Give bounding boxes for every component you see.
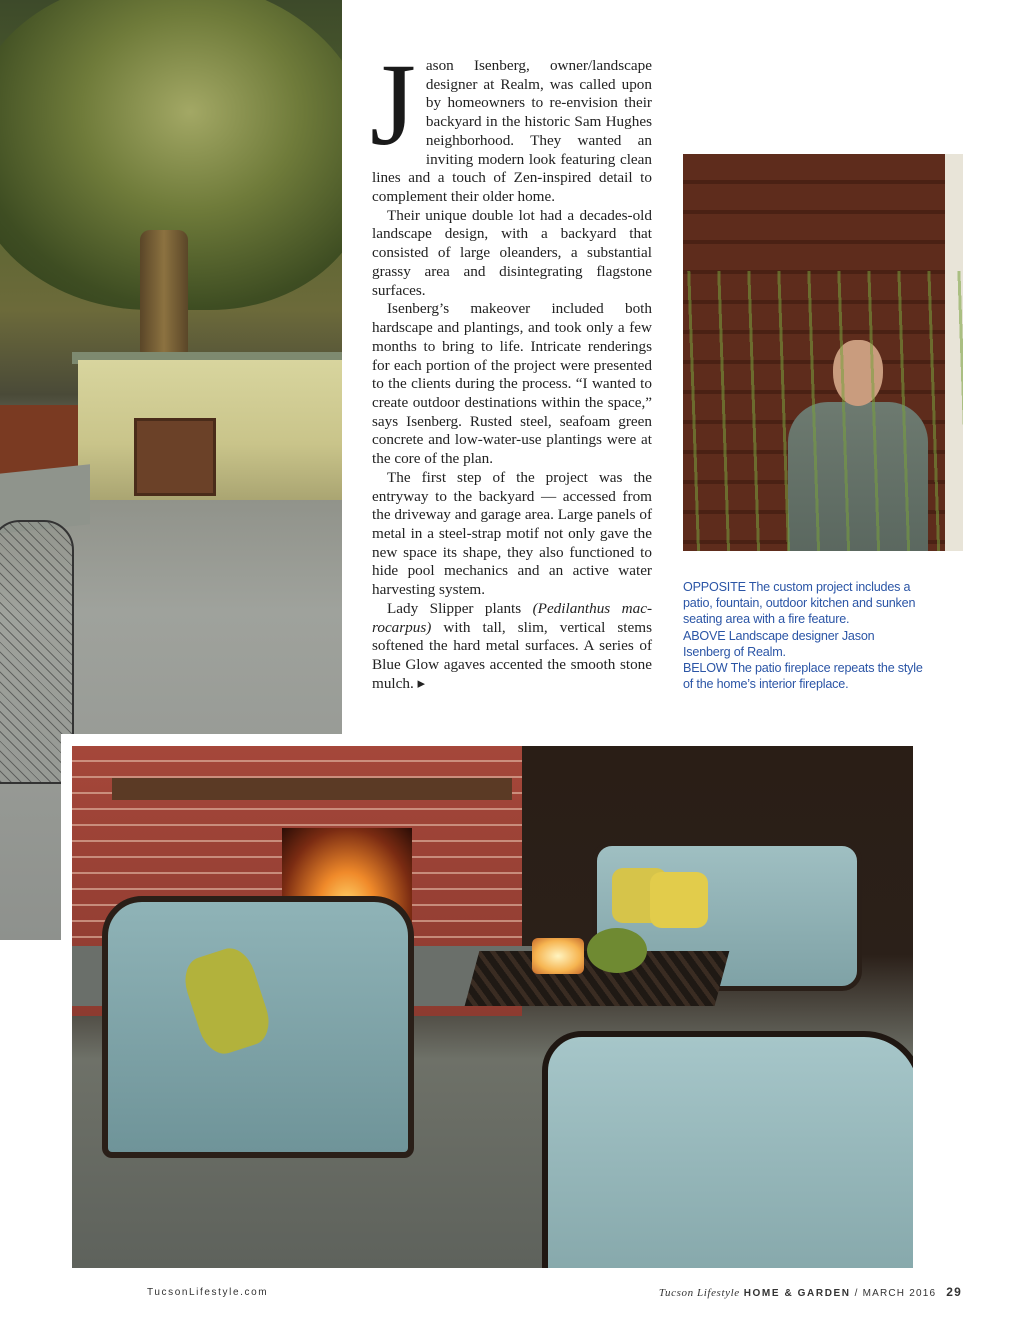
paragraph-text: with tall, slim, vertical stems softened the hard metal surfaces. A series of Blue Glow agaves accented the smooth stone mulch. ▸ bbox=[372, 618, 652, 692]
photo-caption bbox=[683, 579, 923, 692]
designer-portrait-photo bbox=[683, 154, 963, 551]
potted-plant bbox=[587, 928, 647, 973]
candles bbox=[532, 938, 584, 974]
article-paragraph: Isenberg’s makeover included both hardscape and plantings, and took only a few months to bring to life. Intricate renderings for each portion of the project were presented to the clients during the process. “I wanted to create outdoor destinations within the space,” says Isenberg. Rusted steel, seafoam green concrete and low-water-use plantings were at the core of the plan. bbox=[372, 300, 652, 468]
page-number: 29 bbox=[946, 1285, 962, 1299]
patio-fireplace-photo bbox=[72, 746, 913, 1268]
section-name: HOME & GARDEN bbox=[743, 1288, 851, 1299]
footer-separator: / bbox=[850, 1288, 863, 1299]
footer-website: TucsonLifestyle.com bbox=[147, 1287, 269, 1298]
fireplace-mantel bbox=[112, 778, 512, 800]
footer-folio bbox=[659, 1285, 962, 1299]
caption-kicker-opposite: OPPOSITE bbox=[683, 580, 746, 594]
caption-kicker-above: ABOVE bbox=[683, 628, 726, 643]
paragraph-text: ason Isenberg, owner/landscape designer at Realm, was called upon by homeowners to re-envision their backyard in the historic Sam Hughes neighborhood. They wanted an inviting modern look featuring clean lines and a touch of Zen-inspired detail to complement their older home. bbox=[372, 57, 652, 206]
botanical-name: (Pedilanthus macrocarpus) bbox=[372, 599, 653, 636]
article-body bbox=[370, 39, 653, 693]
paragraph-text: Lady Slipper plants bbox=[387, 599, 533, 617]
article-paragraph bbox=[372, 600, 652, 694]
cabinet-door bbox=[134, 418, 216, 496]
magazine-name: Tucson Lifestyle bbox=[658, 1287, 740, 1299]
article-paragraph bbox=[370, 39, 652, 207]
caption-text-below: The patio fireplace repeats the style of the home’s interior fireplace. bbox=[683, 661, 923, 692]
caption-text-opposite: The custom project includes a patio, fountain, outdoor kitchen and sunken seating area with a fire feature. bbox=[683, 580, 916, 627]
article-paragraph: Their unique double lot had a decades-old landscape design, with a backyard that consisted of large oleanders, a substantial grassy area and disintegrating flagstone surfaces. bbox=[372, 206, 652, 299]
caption-text-above: Landscape designer Jason Isenberg of Realm. bbox=[683, 628, 875, 659]
patio-chair-right bbox=[542, 1031, 913, 1268]
tree-trunk bbox=[140, 230, 188, 360]
caption-kicker-below: BELOW bbox=[683, 661, 728, 676]
drop-cap: J bbox=[370, 39, 416, 170]
issue-date: MARCH 2016 bbox=[862, 1288, 937, 1299]
lady-slipper-plants bbox=[683, 271, 963, 551]
yellow-pillow bbox=[650, 872, 708, 928]
article-paragraph: The first step of the project was the entryway to the backyard — accessed from the driveway and garage area. Large panels of metal in a steel-strap motif not only gave the new space its shape, they also functioned to hide pool mechanics and an active water harvesting system. bbox=[372, 468, 652, 599]
rusted-steel-wall bbox=[0, 405, 80, 475]
